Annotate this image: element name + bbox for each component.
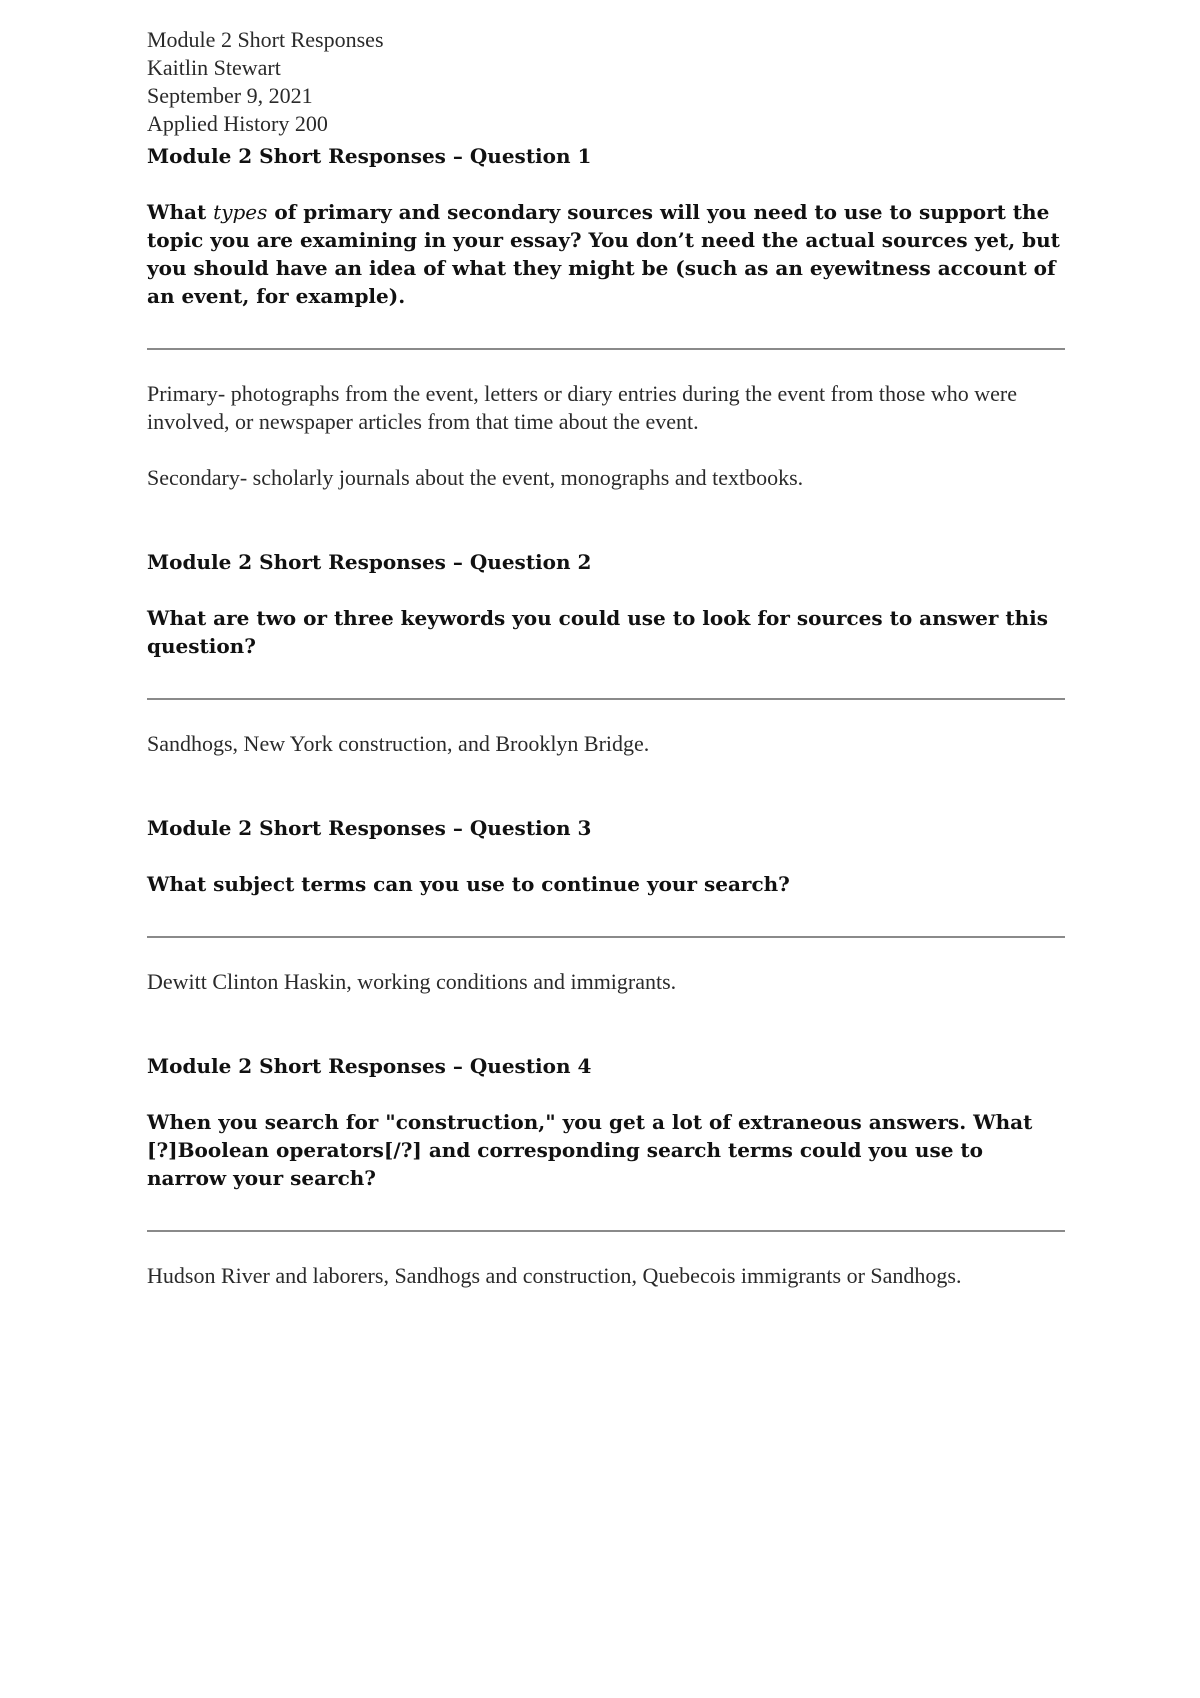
question-section-4 bbox=[147, 1052, 1065, 1290]
question-title: Module 2 Short Responses – Question 2 bbox=[147, 550, 592, 574]
answer-divider bbox=[147, 936, 1065, 938]
question-prompt: What subject terms can you use to continue your search? bbox=[147, 872, 790, 896]
answer-divider bbox=[147, 348, 1065, 350]
answer-paragraph: Secondary- scholarly journals about the event, monographs and textbooks. bbox=[147, 465, 804, 490]
question-section-1 bbox=[147, 142, 1065, 492]
prompt-emphasis: types bbox=[213, 200, 268, 224]
document-title: Module 2 Short Responses bbox=[147, 27, 384, 52]
answer-divider bbox=[147, 1230, 1065, 1232]
course-name: Applied History 200 bbox=[147, 111, 328, 136]
question-title: Module 2 Short Responses – Question 4 bbox=[147, 1054, 592, 1078]
document-header bbox=[147, 26, 1065, 138]
prompt-text: of primary and secondary sources will you need to use to support the topic you are examining in your essay? You don’t need the actual sources yet, but you should have an idea of what they might be (such as an eyewitness account of an event, for example). bbox=[147, 200, 1060, 308]
document-page bbox=[147, 26, 1065, 1290]
answer-paragraph: Sandhogs, New York construction, and Brooklyn Bridge. bbox=[147, 731, 650, 756]
answer-paragraph: Primary- photographs from the event, letters or diary entries during the event from those who were involved, or newspaper articles from that time about the event. bbox=[147, 381, 1017, 434]
document-date: September 9, 2021 bbox=[147, 83, 313, 108]
prompt-text: What bbox=[147, 200, 214, 224]
question-prompt: What are two or three keywords you could use to look for sources to answer this question? bbox=[147, 606, 1048, 658]
answer-paragraph: Hudson River and laborers, Sandhogs and construction, Quebecois immigrants or Sandhogs. bbox=[147, 1263, 962, 1288]
author-name: Kaitlin Stewart bbox=[147, 55, 281, 80]
question-title: Module 2 Short Responses – Question 3 bbox=[147, 816, 592, 840]
question-section-3 bbox=[147, 814, 1065, 996]
question-prompt bbox=[147, 198, 1065, 310]
question-prompt: When you search for "construction," you get a lot of extraneous answers. What [?]Boolean operators[/?] and corresponding search terms could you use to narrow your search? bbox=[147, 1110, 1033, 1190]
answer-divider bbox=[147, 698, 1065, 700]
answer-paragraph: Dewitt Clinton Haskin, working conditions and immigrants. bbox=[147, 969, 677, 994]
question-section-2 bbox=[147, 548, 1065, 758]
question-title: Module 2 Short Responses – Question 1 bbox=[147, 144, 592, 168]
